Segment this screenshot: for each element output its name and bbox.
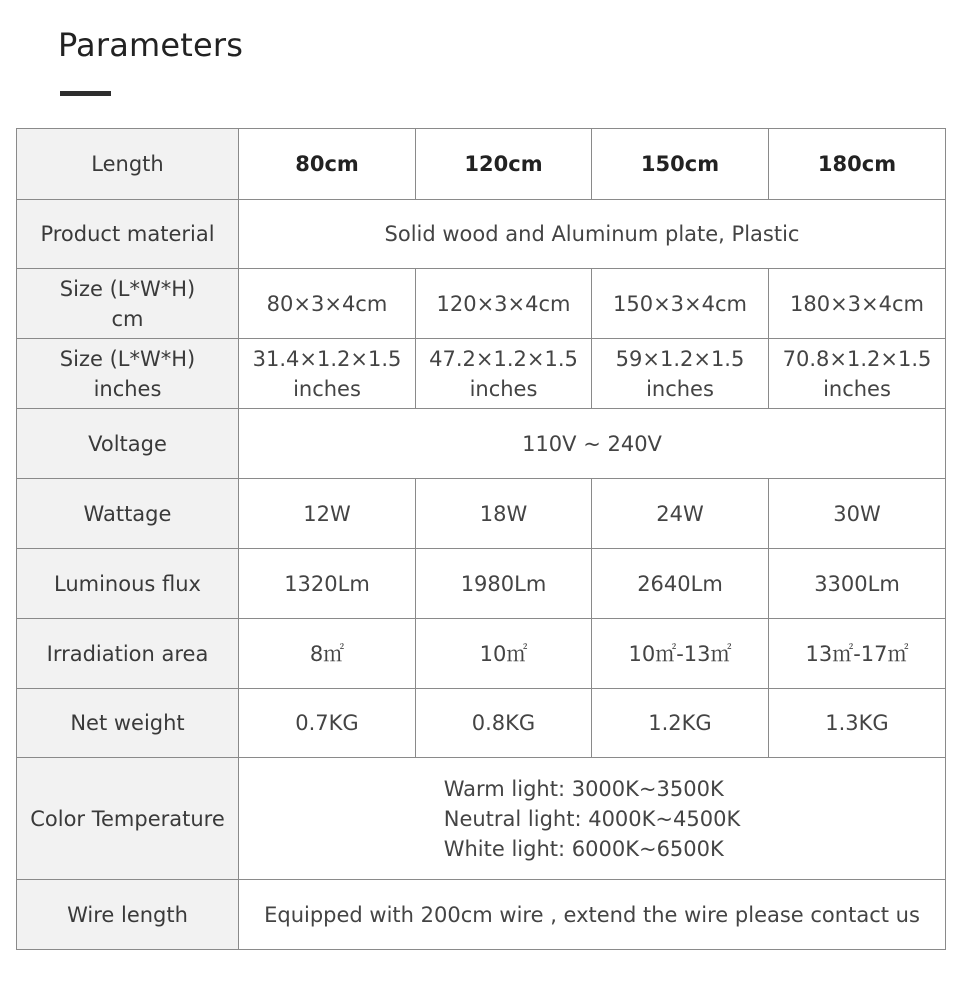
- cell-value: 3300Lm: [769, 549, 946, 619]
- cell-line: 47.2×1.2×1.5: [429, 346, 578, 371]
- cell-value: 120cm: [416, 129, 592, 200]
- cell-value: 1.2KG: [592, 689, 769, 758]
- cell-value: 150×3×4cm: [592, 269, 769, 339]
- cell-value: 12W: [239, 479, 416, 549]
- row-label: [17, 339, 239, 409]
- cell-value: 24W: [592, 479, 769, 549]
- color-temperature-line: Neutral light: 4000K~4500K: [443, 806, 741, 831]
- cell-value: [416, 339, 592, 409]
- cell-value: [592, 339, 769, 409]
- row-label-line: inches: [93, 376, 162, 401]
- cell-value: 1320Lm: [239, 549, 416, 619]
- title-underline: [60, 91, 111, 96]
- row-product-material: [17, 200, 946, 269]
- cell-value: 120×3×4cm: [416, 269, 592, 339]
- row-label: Length: [17, 129, 239, 200]
- color-temperature-line: Warm light: 3000K~3500K: [443, 776, 724, 801]
- cell-line: inches: [823, 376, 891, 401]
- row-color-temperature: [17, 758, 946, 880]
- cell-value: 10㎡: [416, 619, 592, 689]
- cell-value: 30W: [769, 479, 946, 549]
- row-label: Voltage: [17, 409, 239, 479]
- row-label: Luminous flux: [17, 549, 239, 619]
- row-wire-length: [17, 880, 946, 950]
- row-voltage: [17, 409, 946, 479]
- row-wattage: [17, 479, 946, 549]
- row-label: Wattage: [17, 479, 239, 549]
- cell-value-merged: Equipped with 200cm wire , extend the wire please contact us: [239, 880, 946, 950]
- cell-value-merged: 110V ~ 240V: [239, 409, 946, 479]
- cell-value: 13㎡-17㎡: [769, 619, 946, 689]
- cell-value-merged: Solid wood and Aluminum plate, Plastic: [239, 200, 946, 269]
- page-title: Parameters: [58, 26, 244, 64]
- cell-value: 0.8KG: [416, 689, 592, 758]
- cell-line: 59×1.2×1.5: [615, 346, 745, 371]
- cell-value-merged: [239, 758, 946, 880]
- row-irradiation-area: [17, 619, 946, 689]
- cell-value: 1.3KG: [769, 689, 946, 758]
- cell-value: 180×3×4cm: [769, 269, 946, 339]
- cell-value: [769, 339, 946, 409]
- cell-value: 80×3×4cm: [239, 269, 416, 339]
- cell-line: 31.4×1.2×1.5: [252, 346, 402, 371]
- row-label-line: Size (L*W*H): [59, 346, 196, 371]
- row-label-line: Size (L*W*H): [59, 276, 196, 301]
- color-temperature-line: White light: 6000K~6500K: [443, 836, 724, 861]
- cell-value: 80cm: [239, 129, 416, 200]
- row-label: Wire length: [17, 880, 239, 950]
- row-label: [17, 269, 239, 339]
- row-size-inches: [17, 339, 946, 409]
- color-temperature-list: [444, 774, 741, 864]
- cell-value: 2640Lm: [592, 549, 769, 619]
- row-label-line: cm: [111, 306, 144, 331]
- cell-value: [239, 339, 416, 409]
- cell-value: 8㎡: [239, 619, 416, 689]
- cell-line: inches: [646, 376, 714, 401]
- cell-value: 18W: [416, 479, 592, 549]
- cell-value: 10㎡-13㎡: [592, 619, 769, 689]
- row-label: Product material: [17, 200, 239, 269]
- cell-value: 0.7KG: [239, 689, 416, 758]
- row-length: [17, 129, 946, 200]
- cell-value: 180cm: [769, 129, 946, 200]
- parameters-table: [16, 128, 946, 950]
- cell-line: inches: [469, 376, 538, 401]
- row-label: Irradiation area: [17, 619, 239, 689]
- cell-value: 1980Lm: [416, 549, 592, 619]
- cell-line: inches: [293, 376, 361, 401]
- row-size-cm: [17, 269, 946, 339]
- cell-line: 70.8×1.2×1.5: [782, 346, 932, 371]
- row-label: Color Temperature: [17, 758, 239, 880]
- cell-value: 150cm: [592, 129, 769, 200]
- row-net-weight: [17, 689, 946, 758]
- row-label: Net weight: [17, 689, 239, 758]
- row-luminous-flux: [17, 549, 946, 619]
